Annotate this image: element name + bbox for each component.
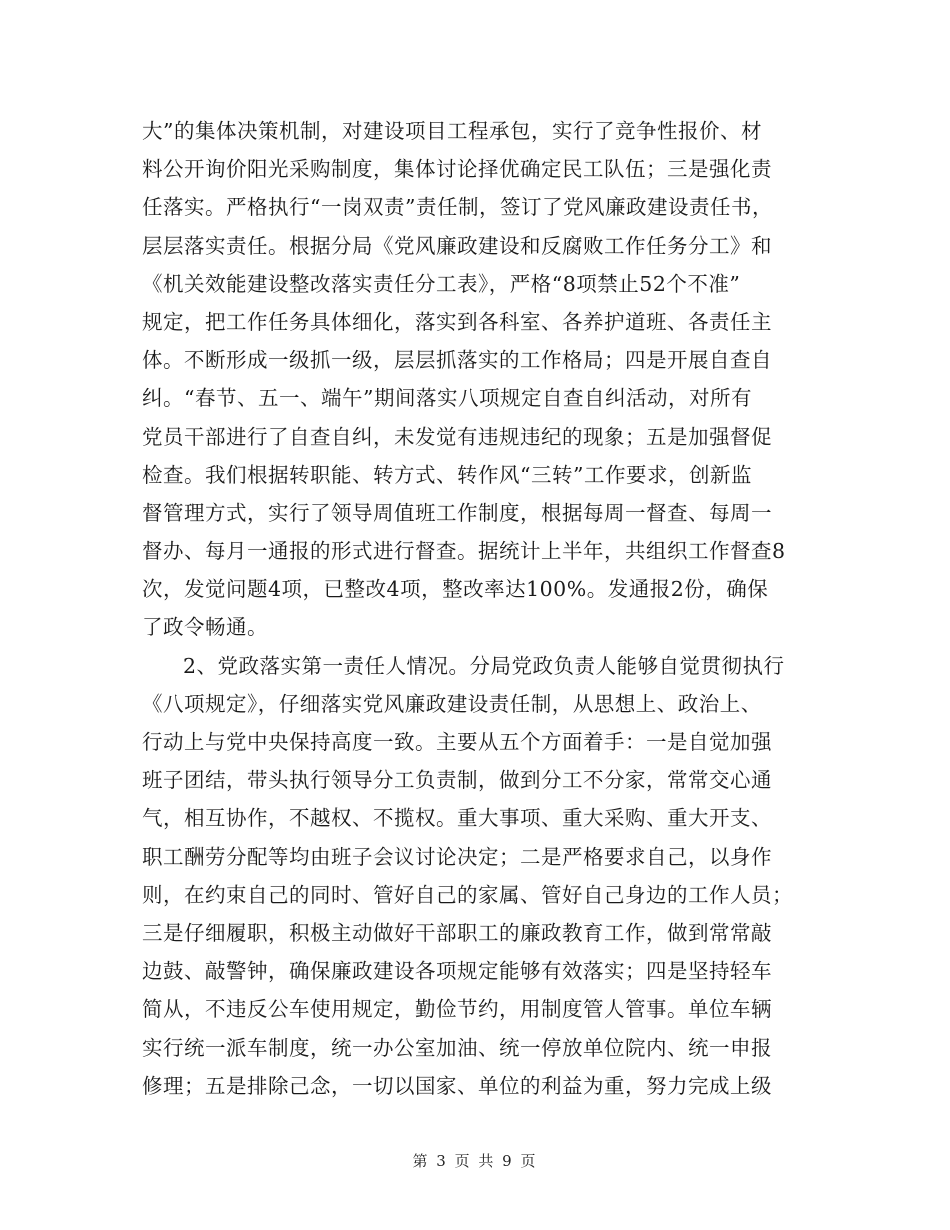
text-line: 职工酬劳分配等均由班子会议讨论决定；二是严格要求自己，以身作: [142, 844, 772, 869]
text-line: 班子团结，带头执行领导分工负责制，做到分工不分家，常常交心通: [142, 768, 772, 793]
text-line: 次，发觉问题4项，已整改4项，整改率达100%。发通报2份，确保: [142, 577, 769, 602]
text-line: 党员干部进行了自查自纠，未发觉有违规违纪的现象；五是加强督促: [142, 424, 772, 449]
text-line: 任落实。严格执行“一岗双责”责任制，签订了党风廉政建设责任书，: [142, 195, 773, 220]
text-line: 检查。我们根据转职能、转方式、转作风“三转”工作要求，创新监: [142, 462, 752, 487]
text-line: 2、党政落实第一责任人情况。分局党政负责人能够自觉贯彻执行: [183, 653, 785, 678]
text-line: 行动上与党中央保持高度一致。主要从五个方面着手：一是自觉加强: [142, 730, 772, 754]
text-line: 三是仔细履职，积极主动做好干部职工的廉政教育工作，做到常常敲: [142, 920, 772, 945]
text-line: 了政令畅通。: [142, 615, 268, 640]
paragraph-1: [142, 112, 807, 647]
paragraph-2: [142, 647, 807, 1105]
document-body: [142, 112, 807, 1105]
text-line: 料公开询价阳光采购制度，集体讨论择优确定民工队伍；三是强化责: [142, 157, 772, 182]
text-line: 纠。“春节、五一、端午”期间落实八项规定自查自纠活动，对所有: [142, 386, 752, 411]
text-line: 边鼓、敲警钟，确保廉政建设各项规定能够有效落实；四是坚持轻车: [142, 959, 772, 984]
text-line: 修理；五是排除己念，一切以国家、单位的利益为重，努力完成上级: [142, 1073, 772, 1098]
page-number-footer: 第 3 页 共 9 页: [412, 1152, 538, 1170]
text-line: 《机关效能建设整改落实责任分工表》，严格“8项禁止52个不准”: [142, 271, 741, 296]
text-line: 规定，把工作任务具体细化，落实到各科室、各养护道班、各责任主: [142, 309, 772, 334]
text-line: 督办、每月一通报的形式进行督查。据统计上半年，共组织工作督查8: [142, 539, 786, 564]
text-line: 体。不断形成一级抓一级，层层抓落实的工作格局；四是开展自查自: [142, 348, 772, 373]
text-line: 大”的集体决策机制，对建设项目工程承包，实行了竞争性报价、材: [142, 119, 762, 143]
text-line: 实行统一派车制度，统一办公室加油、统一停放单位院内、统一申报: [142, 1035, 772, 1060]
text-line: 气，相互协作，不越权、不揽权。重大事项、重大采购、重大开支、: [142, 806, 772, 831]
text-line: 则，在约束自己的同时、管好自己的家属、管好自己身边的工作人员；: [142, 882, 793, 907]
text-line: 简从，不违反公车使用规定，勤俭节约，用制度管人管事。单位车辆: [142, 997, 772, 1022]
text-line: 督管理方式，实行了领导周值班工作制度，根据每周一督查、每周一: [142, 500, 772, 525]
text-line: 《八项规定》，仔细落实党风廉政建设责任制，从思想上、政治上、: [142, 691, 762, 716]
text-line: 层层落实责任。根据分局《党风廉政建设和反腐败工作任务分工》和: [142, 233, 772, 258]
